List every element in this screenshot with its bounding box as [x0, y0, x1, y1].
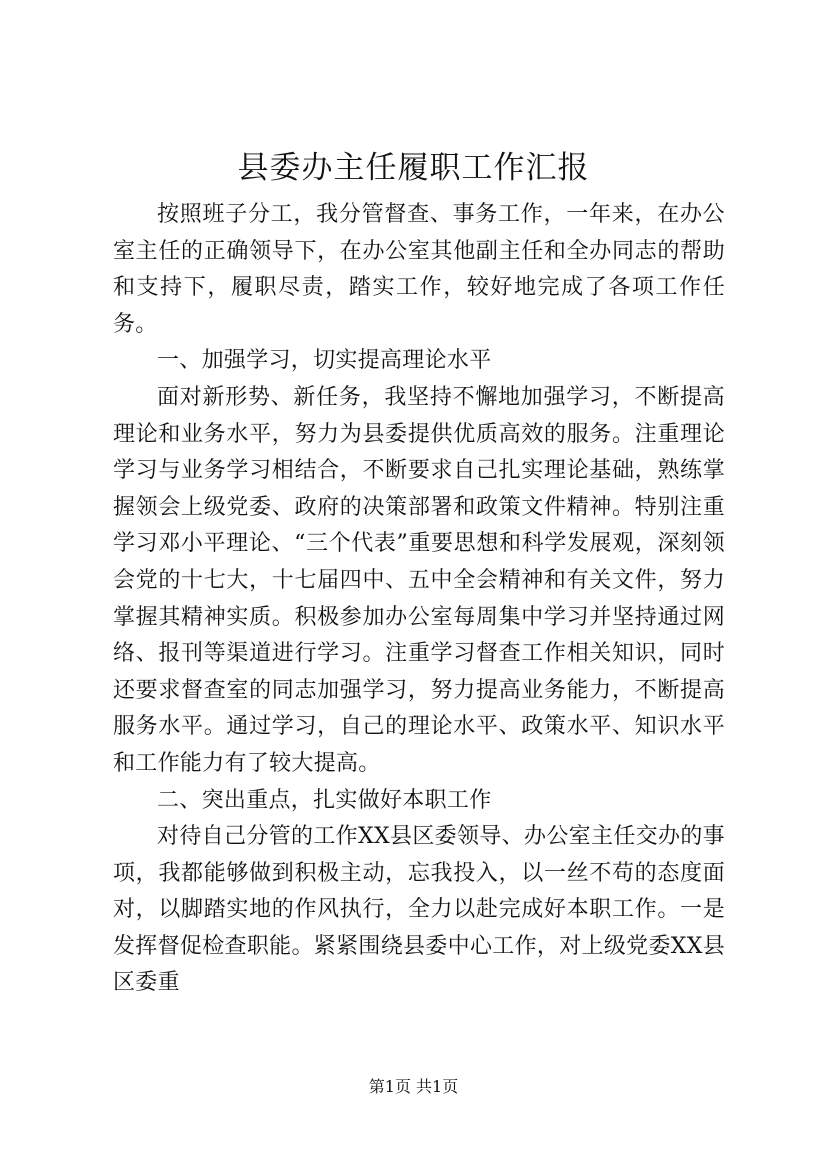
- document-title: 县委办主任履职工作汇报: [237, 150, 590, 186]
- page-number-footer: 第1页 共1页: [368, 1077, 459, 1096]
- section-heading-1: 一、加强学习，切实提高理论水平: [157, 348, 492, 374]
- document-body: [113, 197, 725, 1002]
- paragraph-intro: 按照班子分工，我分管督查、事务工作，一年来，在办公室主任的正确领导下，在办公室其他副主任和全办同志的帮助和支持下，履职尽责，踏实工作，较好地完成了各项工作任务。: [113, 202, 725, 337]
- paragraph-duties: 对待自己分管的工作XX县区委领导、办公室主任交办的事项，我都能够做到积极主动，忘我投入，以一丝不苟的态度面对，以脚踏实地的作风执行，全力以赴完成好本职工作。一是发挥督促检查职能。紧紧围绕县委中心工作，对上级党委XX县区委重: [113, 824, 725, 996]
- section-heading-2: 二、突出重点，扎实做好本职工作: [157, 787, 492, 813]
- paragraph-study: 面对新形势、新任务，我坚持不懈地加强学习，不断提高理论和业务水平，努力为县委提供优质高效的服务。注重理论学习与业务学习相结合，不断要求自己扎实理论基础，熟练掌握领会上级党委、政府的决策部署和政策文件精神。特别注重学习邓小平理论、“三个代表”重要思想和科学发展观，深刻领会党的十七大，十七届四中、五中全会精神和有关文件，努力掌握其精神实质。积极参加办公室每周集中学习并坚持通过网络、报刊等渠道进行学习。注重学习督查工作相关知识，同时还要求督查室的同志加强学习，努力提高业务能力，不断提高服务水平。通过学习，自己的理论水平、政策水平、知识水平和工作能力有了较大提高。: [113, 384, 725, 776]
